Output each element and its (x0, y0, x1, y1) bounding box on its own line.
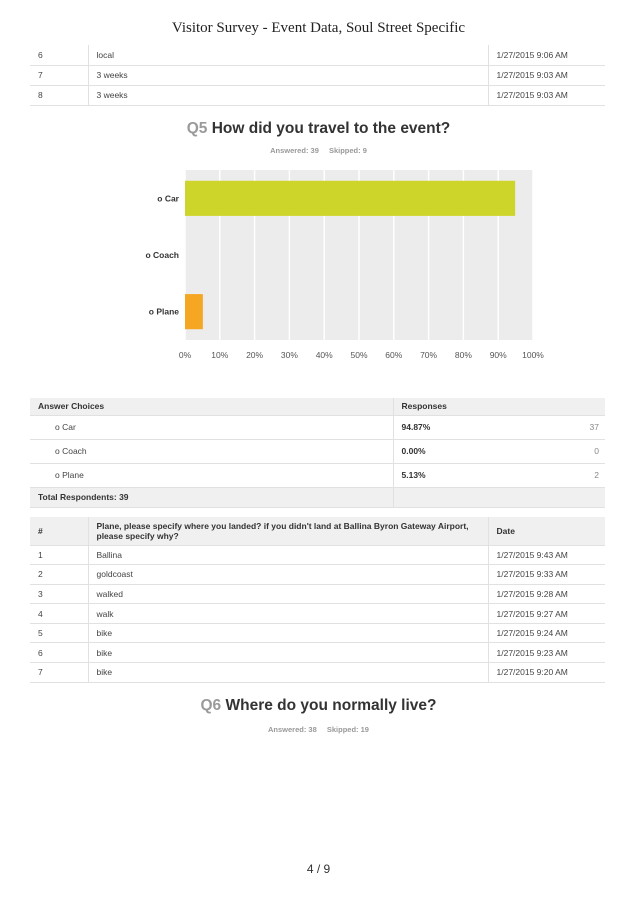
answer-choice: o Car (30, 415, 393, 439)
x-tick-label: 0% (178, 350, 192, 360)
answer-row (30, 439, 605, 463)
category-label: o Plane (148, 306, 179, 317)
cell-num: 5 (30, 623, 88, 643)
cell-date: 1/27/2015 9:33 AM (488, 565, 605, 585)
category-label: o Car (157, 193, 179, 204)
cell-num: 6 (30, 643, 88, 663)
cell-text: walk (88, 604, 488, 624)
cell-date: 1/27/2015 9:24 AM (488, 623, 605, 643)
answer-row (30, 415, 605, 439)
q6-question: Where do you normally live? (225, 697, 437, 714)
cell-date: 1/27/2015 9:06 AM (488, 45, 605, 65)
page-title: Visitor Survey - Event Data, Soul Street Specific (171, 20, 466, 36)
answer-percent-value: 0.00% (401, 446, 426, 456)
cell-response: 3 weeks (88, 85, 488, 105)
cell-response: local (88, 45, 488, 65)
answer-percent-value: 94.87% (401, 422, 431, 432)
category-label: o Coach (145, 250, 179, 260)
cell-num: 1 (30, 545, 88, 565)
answer-choices-table (30, 398, 605, 508)
x-tick-label: 20% (246, 350, 264, 360)
table-row (30, 643, 605, 663)
cell-num: 7 (30, 65, 88, 85)
answer-percent (393, 439, 605, 463)
q5-question: How did you travel to the event? (211, 120, 451, 137)
cell-text: bike (88, 663, 488, 683)
x-tick-label: 40% (315, 350, 333, 360)
table-row (30, 584, 605, 604)
cell-date: 1/27/2015 9:03 AM (488, 85, 605, 105)
q6-stats (0, 725, 637, 734)
cell-text: goldcoast (88, 565, 488, 585)
q5-number: Q5 (186, 120, 208, 137)
q5-title (0, 120, 637, 138)
responses-header: Responses (393, 398, 605, 415)
cell-num: 2 (30, 565, 88, 585)
cell-text: bike (88, 623, 488, 643)
top-response-table (30, 45, 605, 106)
other-date-header: Date (488, 517, 605, 545)
answer-count: 37 (589, 422, 599, 432)
answer-choices-header: Answer Choices (30, 398, 393, 415)
bar (185, 181, 515, 216)
x-tick-label: 50% (350, 350, 368, 360)
q5-bar-chart (130, 165, 550, 370)
q6-number: Q6 (200, 697, 222, 714)
table-row (30, 604, 605, 624)
x-tick-label: 100% (522, 350, 544, 360)
q5-answered: Answered: 39 (270, 146, 319, 155)
cell-date: 1/27/2015 9:43 AM (488, 545, 605, 565)
table-row (30, 663, 605, 683)
x-tick-label: 70% (420, 350, 438, 360)
q6-title (0, 697, 637, 715)
total-respondents: Total Respondents: 39 (30, 487, 393, 507)
cell-date: 1/27/2015 9:23 AM (488, 643, 605, 663)
answer-choice: o Coach (30, 439, 393, 463)
q5-skipped: Skipped: 9 (328, 146, 367, 155)
total-respondents-blank (393, 487, 605, 507)
answer-count: 0 (594, 446, 599, 456)
cell-text: walked (88, 584, 488, 604)
x-tick-label: 90% (489, 350, 507, 360)
q6-answered: Answered: 38 (268, 725, 317, 734)
answer-percent-value: 5.13% (401, 470, 426, 480)
cell-response: 3 weeks (88, 65, 488, 85)
q5-stats (0, 146, 637, 155)
other-num-header: # (30, 517, 88, 545)
table-row (30, 565, 605, 585)
x-tick-label: 10% (211, 350, 229, 360)
table-row (30, 45, 605, 65)
cell-num: 7 (30, 663, 88, 683)
cell-date: 1/27/2015 9:28 AM (488, 584, 605, 604)
cell-num: 3 (30, 584, 88, 604)
answer-row (30, 463, 605, 487)
x-tick-label: 80% (454, 350, 472, 360)
answer-count: 2 (594, 470, 599, 480)
answer-percent (393, 463, 605, 487)
x-tick-label: 30% (280, 350, 298, 360)
cell-num: 4 (30, 604, 88, 624)
table-row (30, 623, 605, 643)
cell-date: 1/27/2015 9:20 AM (488, 663, 605, 683)
other-responses-table (30, 517, 605, 683)
cell-text: Ballina (88, 545, 488, 565)
x-tick-label: 60% (385, 350, 403, 360)
bar (185, 294, 203, 329)
cell-num: 8 (30, 85, 88, 105)
table-row (30, 85, 605, 105)
table-row (30, 65, 605, 85)
q6-skipped: Skipped: 19 (326, 725, 369, 734)
table-row (30, 545, 605, 565)
other-text-header: Plane, please specify where you landed? if you didn't land at Ballina Byron Gateway Airport, please specify why? (88, 517, 488, 545)
cell-date: 1/27/2015 9:03 AM (488, 65, 605, 85)
cell-text: bike (88, 643, 488, 663)
answer-choice: o Plane (30, 463, 393, 487)
page-number: 4 / 9 (306, 862, 331, 876)
cell-date: 1/27/2015 9:27 AM (488, 604, 605, 624)
answer-percent (393, 415, 605, 439)
cell-num: 6 (30, 45, 88, 65)
